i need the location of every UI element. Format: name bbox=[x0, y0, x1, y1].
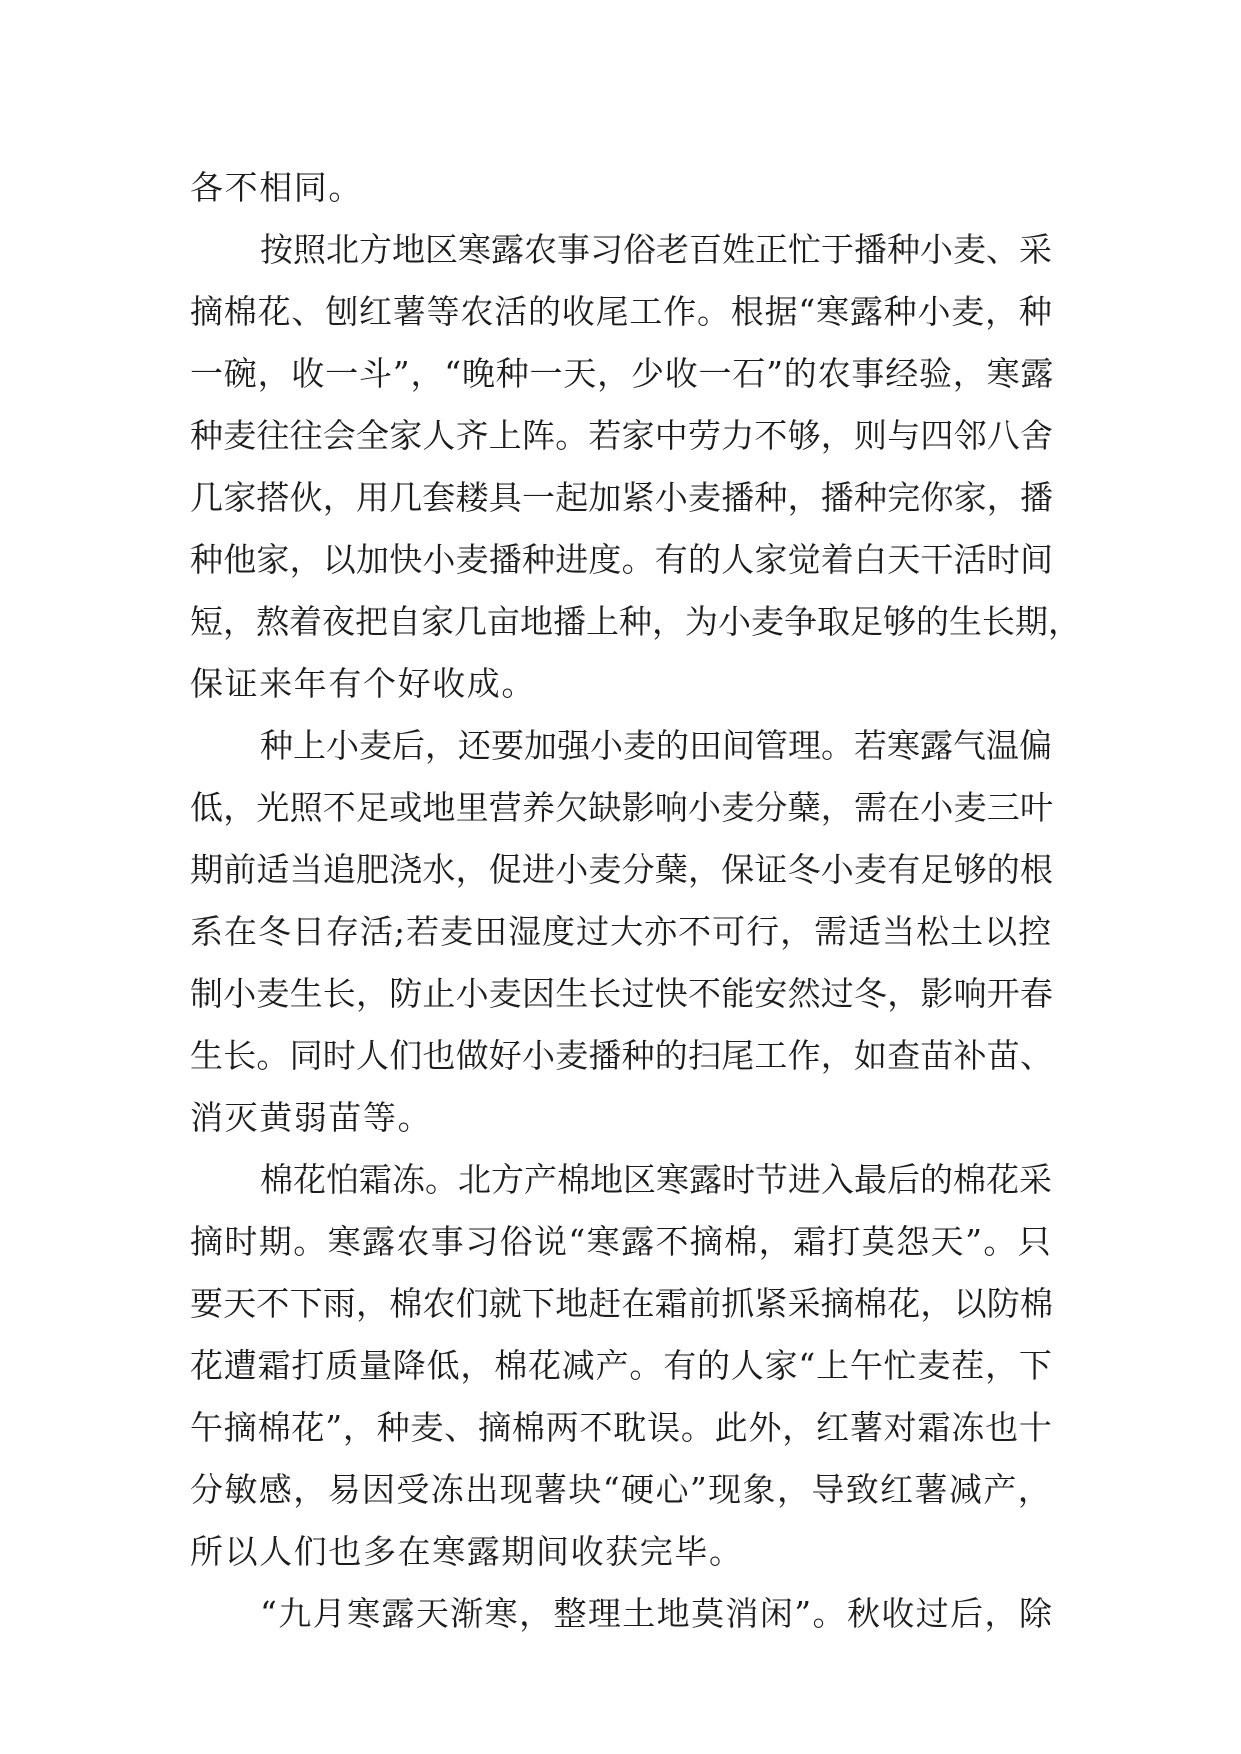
text-line: 消灭黄弱苗等。 bbox=[190, 1098, 433, 1137]
text-line: 种他家，以加快小麦播种进度。有的人家觉着白天干活时间 bbox=[190, 540, 1054, 579]
text-line: 分敏感，易因受冻出现薯块“硬心”现象，导致红薯减产， bbox=[190, 1470, 1053, 1509]
text-line: 各不相同。 bbox=[190, 168, 363, 207]
text-line: 花遭霜打质量降低，棉花减产。有的人家“上午忙麦茬，下 bbox=[190, 1346, 1053, 1385]
paragraph-first-line: 种上小麦后，还要加强小麦的田间管理。若寒露气温偏 bbox=[260, 726, 1052, 765]
text-line: 几家搭伙，用几套耧具一起加紧小麦播种，播种完你家，播 bbox=[190, 478, 1054, 517]
text-line: 生长。同时人们也做好小麦播种的扫尾工作，如查苗补苗、 bbox=[190, 1036, 1054, 1075]
text-line: 保证来年有个好收成。 bbox=[190, 664, 536, 703]
text-line: 期前适当追肥浇水，促进小麦分蘖，保证冬小麦有足够的根 bbox=[190, 850, 1054, 889]
text-line: 种麦往往会全家人齐上阵。若家中劳力不够，则与四邻八舍 bbox=[190, 416, 1054, 455]
body-text bbox=[190, 157, 1081, 1645]
text-line: 摘时期。寒露农事习俗说“寒露不摘棉，霜打莫怨天”。只 bbox=[190, 1222, 1053, 1261]
text-line: 系在冬日存活;若麦田湿度过大亦不可行，需适当松土以控 bbox=[190, 912, 1053, 951]
text-line: 所以人们也多在寒露期间收获完毕。 bbox=[190, 1532, 744, 1571]
paragraph-first-line: “九月寒露天渐寒，整理土地莫消闲”。秋收过后，除 bbox=[260, 1594, 1054, 1633]
text-line: 要天不下雨，棉农们就下地赶在霜前抓紧采摘棉花，以防棉 bbox=[190, 1284, 1054, 1323]
text-line: 低，光照不足或地里营养欠缺影响小麦分蘖，需在小麦三叶 bbox=[190, 788, 1054, 827]
paragraph-first-line: 棉花怕霜冻。北方产棉地区寒露时节进入最后的棉花采 bbox=[260, 1160, 1052, 1199]
text-line: 午摘棉花”，种麦、摘棉两不耽误。此外，红薯对霜冻也十 bbox=[190, 1408, 1053, 1447]
text-line: 制小麦生长，防止小麦因生长过快不能安然过冬，影响开春 bbox=[190, 974, 1054, 1013]
text-line: 短，熬着夜把自家几亩地播上种，为小麦争取足够的生长期， bbox=[190, 602, 1081, 641]
paragraph-first-line: 按照北方地区寒露农事习俗老百姓正忙于播种小麦、采 bbox=[260, 230, 1052, 269]
text-line: 摘棉花、刨红薯等农活的收尾工作。根据“寒露种小麦，种 bbox=[190, 292, 1053, 331]
text-line: 一碗，收一斗”，“晚种一天，少收一石”的农事经验，寒露 bbox=[190, 354, 1055, 393]
